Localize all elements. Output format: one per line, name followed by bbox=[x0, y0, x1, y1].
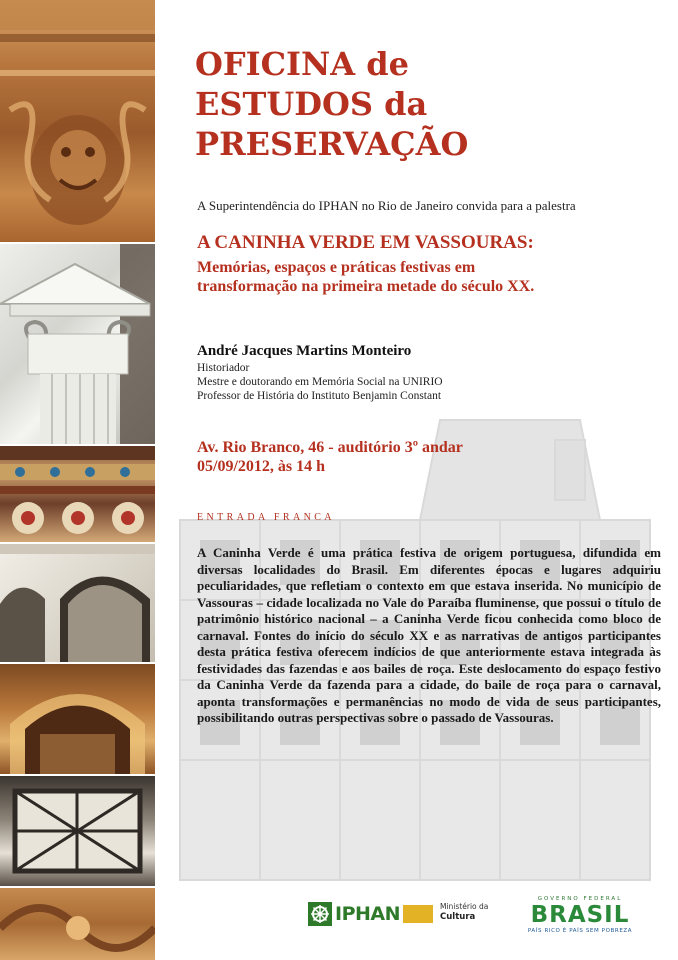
gov-top-text: GOVERNO FEDERAL bbox=[537, 896, 623, 902]
gov-slogan: PAÍS RICO É PAÍS SEM POBREZA bbox=[527, 928, 633, 934]
speaker-roles bbox=[197, 361, 443, 403]
speaker-name: André Jacques Martins Monteiro bbox=[197, 343, 412, 359]
entry-label: ENTRADA FRANCA bbox=[197, 512, 335, 523]
title-line-2: ESTUDOS da bbox=[195, 85, 428, 123]
talk-subtitle-line-2: transformação na primeira metade do século XX. bbox=[197, 278, 535, 295]
iphan-wordmark: IPHAN bbox=[335, 903, 401, 925]
venue-datetime: 05/09/2012, às 14 h bbox=[197, 458, 326, 475]
gov-wordmark: BRASIL bbox=[530, 902, 630, 928]
iphan-emblem-icon bbox=[308, 902, 332, 926]
talk-subtitle bbox=[197, 258, 667, 296]
iphan-tagline-block bbox=[403, 905, 433, 923]
talk-title: A CANINHA VERDE EM VASSOURAS: bbox=[197, 232, 534, 253]
title-line-3: PRESERVAÇÃO bbox=[195, 125, 469, 163]
photo-gilded-arch bbox=[0, 664, 155, 774]
photo-wood-carving bbox=[0, 888, 155, 960]
venue-address: Av. Rio Branco, 46 - auditório 3º andar bbox=[197, 439, 463, 456]
photo-ornate-carving bbox=[0, 0, 155, 242]
photo-strip bbox=[0, 0, 155, 960]
ministry-line-2: Cultura bbox=[440, 912, 476, 922]
iphan-logo bbox=[308, 902, 428, 926]
venue-info bbox=[197, 438, 463, 476]
speaker-role-2: Mestre e doutorando em Memória Social na UNIRIO bbox=[197, 376, 443, 388]
speaker-role-1: Historiador bbox=[197, 362, 250, 374]
abstract-text: A Caninha Verde é uma prática festiva de origem portuguesa, difundida em diversas localidades do Brasil. Em diferentes épocas e lugares adquiriu peculiaridades, que refletiam o contexto em que estava inserida. No município de Vassouras – cidade localizada no Vale do Paraíba fluminense, que possui o título de patrimônio histórico nacional – a Caninha Verde ficou conhecida como bloco de carnaval. Fontes do início do século XX e as narrativas de antigos participantes desta prática festiva oferecem indícios de que anteriormente estava integrada às festividades das fazendas e aos bailes de roça. Este deslocamento do espaço festivo da Caninha Verde da fazenda para a cidade, do baile de roça para o carnaval, aponta transformações e permanências no modo de vida de seus participantes, possibilitando outras perspectivas sobre o passado de Vassouras. bbox=[197, 545, 661, 725]
ministry-line-1: Ministério da bbox=[440, 902, 489, 911]
talk-subtitle-line-1: Memórias, espaços e práticas festivas em bbox=[197, 259, 476, 276]
title-line-1: OFICINA de bbox=[195, 45, 409, 83]
photo-archway bbox=[0, 544, 155, 662]
ministry-culture-logo bbox=[440, 902, 492, 928]
page-title bbox=[195, 44, 655, 164]
invitation-text: A Superintendência do IPHAN no Rio de Janeiro convida para a palestra bbox=[197, 198, 576, 213]
brasil-government-logo bbox=[518, 896, 642, 936]
sponsor-logos bbox=[300, 896, 670, 936]
photo-skylight bbox=[0, 776, 155, 886]
speaker-role-3: Professor de História do Instituto Benjamin Constant bbox=[197, 390, 442, 402]
photo-column-capital bbox=[0, 244, 155, 444]
photo-painted-frieze bbox=[0, 446, 155, 542]
